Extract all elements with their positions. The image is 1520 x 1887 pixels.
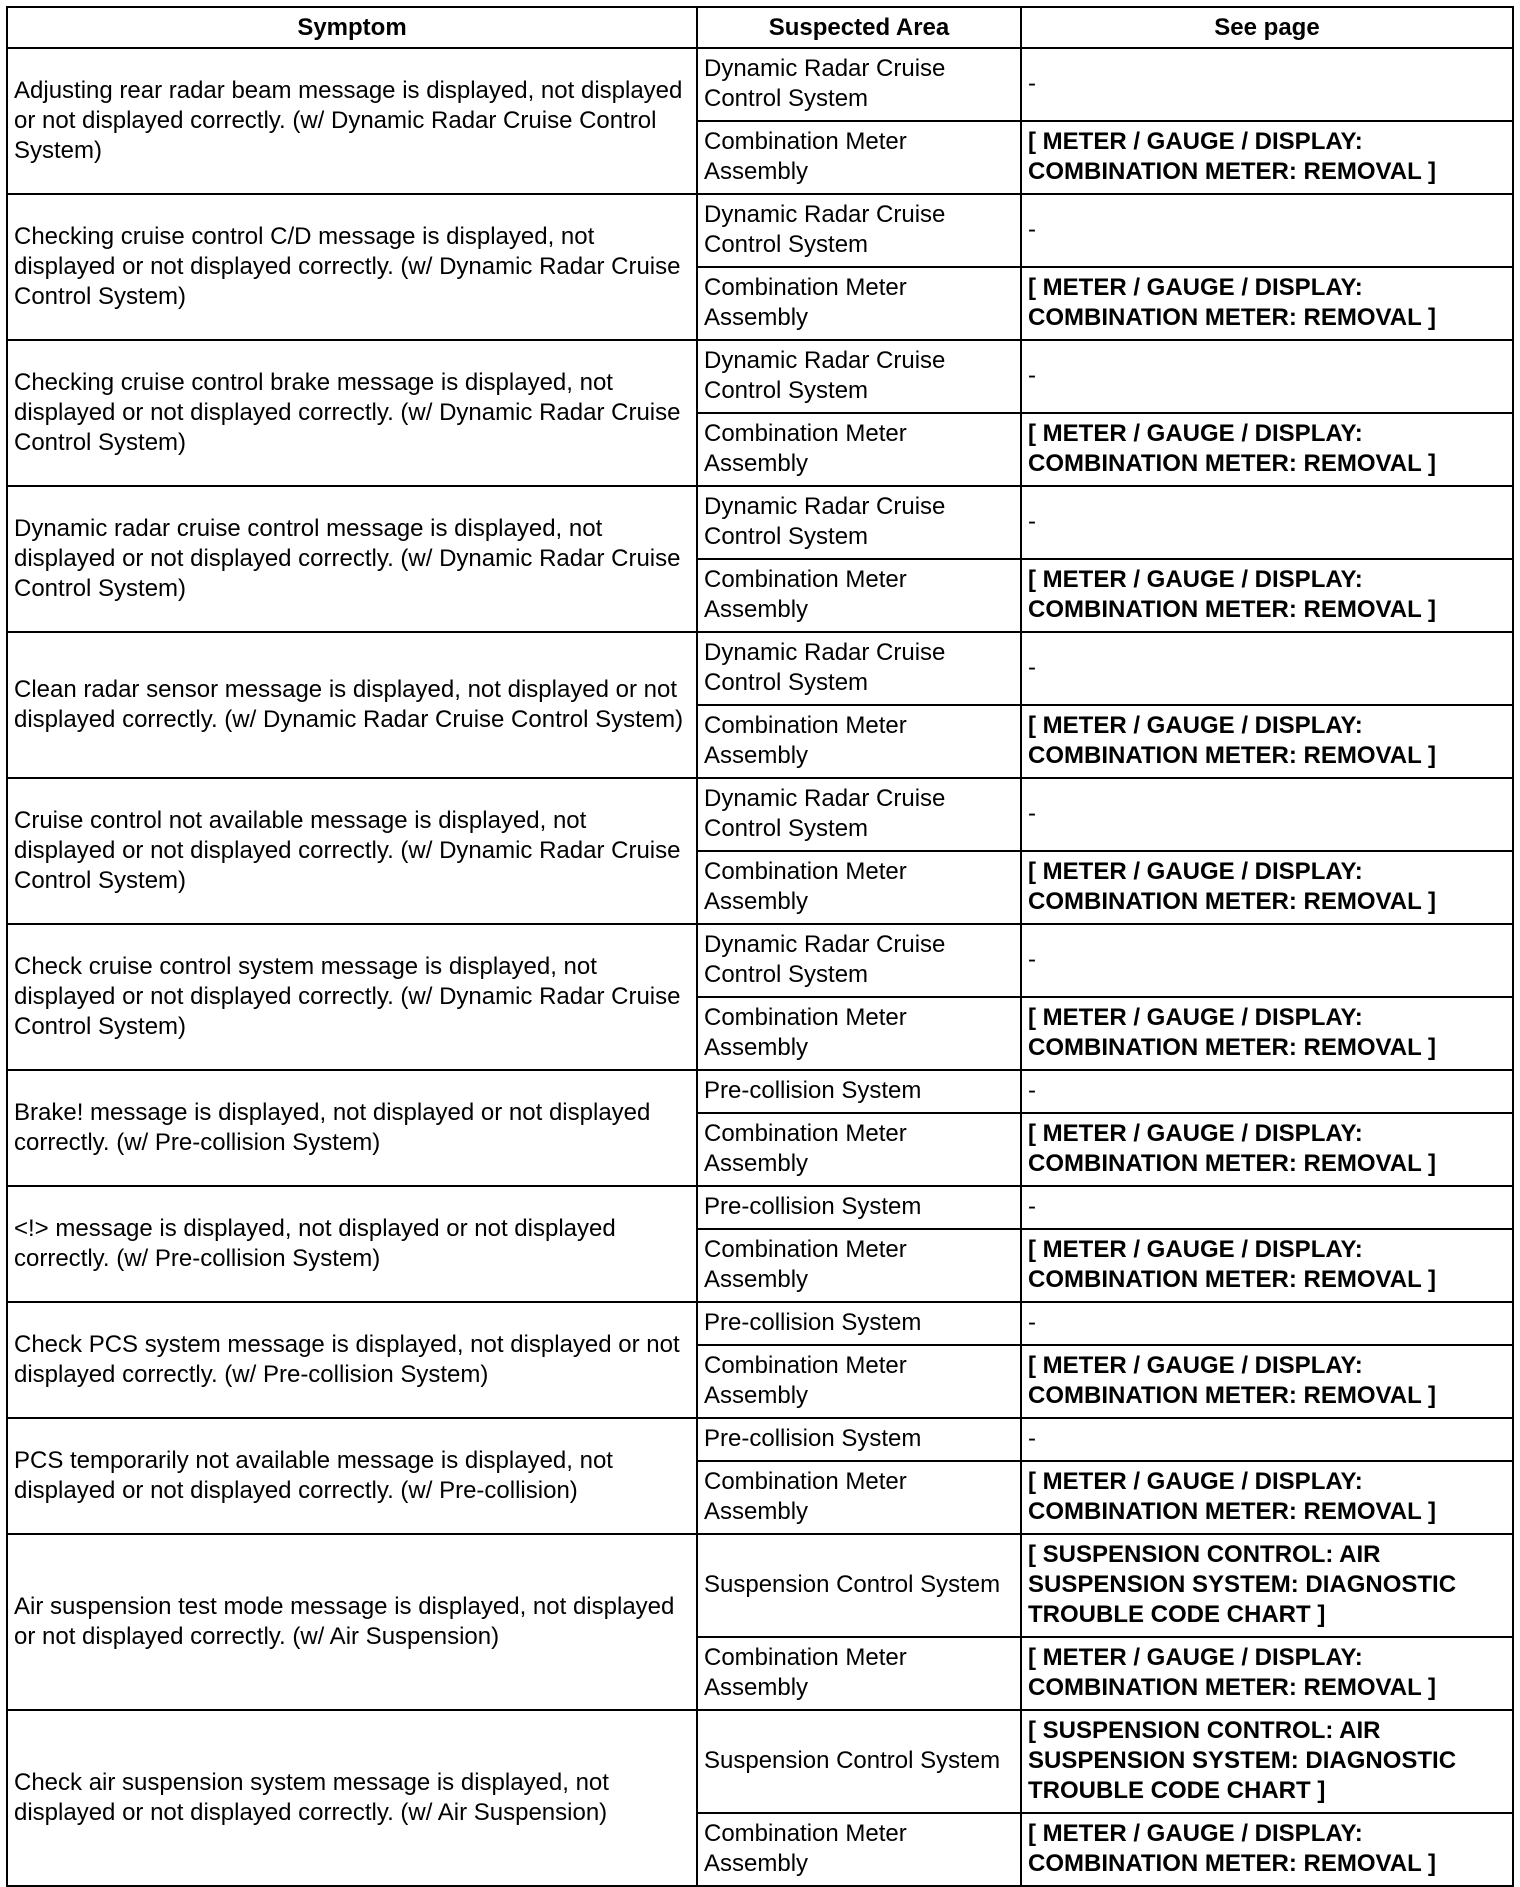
see-page-link[interactable]: [ METER / GAUGE / DISPLAY: COMBINATION METER: REMOVAL ] xyxy=(1021,1229,1513,1302)
see-page-cell: - xyxy=(1021,48,1513,121)
table-row xyxy=(7,632,1513,705)
table-row xyxy=(7,1534,1513,1637)
symptom-cell: PCS temporarily not available message is displayed, not displayed or not displayed correctly. (w/ Pre-collision) xyxy=(7,1418,697,1534)
suspected-area-cell: Dynamic Radar Cruise Control System xyxy=(697,48,1021,121)
header-suspected-area: Suspected Area xyxy=(697,7,1021,48)
see-page-cell: - xyxy=(1021,486,1513,559)
symptom-cell: Check PCS system message is displayed, not displayed or not displayed correctly. (w/ Pre-collision System) xyxy=(7,1302,697,1418)
table-row xyxy=(7,486,1513,559)
table-row xyxy=(7,924,1513,997)
suspected-area-cell: Combination Meter Assembly xyxy=(697,851,1021,924)
symptom-cell: Check air suspension system message is displayed, not displayed or not displayed correctly. (w/ Air Suspension) xyxy=(7,1710,697,1886)
see-page-link[interactable]: [ METER / GAUGE / DISPLAY: COMBINATION METER: REMOVAL ] xyxy=(1021,1113,1513,1186)
see-page-link[interactable]: [ METER / GAUGE / DISPLAY: COMBINATION METER: REMOVAL ] xyxy=(1021,1637,1513,1710)
suspected-area-cell: Combination Meter Assembly xyxy=(697,705,1021,778)
symptom-cell: Adjusting rear radar beam message is displayed, not displayed or not displayed correctly. (w/ Dynamic Radar Cruise Control System) xyxy=(7,48,697,194)
suspected-area-cell: Pre-collision System xyxy=(697,1302,1021,1345)
suspected-area-cell: Dynamic Radar Cruise Control System xyxy=(697,340,1021,413)
suspected-area-cell: Combination Meter Assembly xyxy=(697,559,1021,632)
suspected-area-cell: Combination Meter Assembly xyxy=(697,997,1021,1070)
suspected-area-cell: Combination Meter Assembly xyxy=(697,1345,1021,1418)
suspected-area-cell: Dynamic Radar Cruise Control System xyxy=(697,924,1021,997)
header-see-page: See page xyxy=(1021,7,1513,48)
see-page-link[interactable]: [ METER / GAUGE / DISPLAY: COMBINATION METER: REMOVAL ] xyxy=(1021,851,1513,924)
symptom-cell: <!> message is displayed, not displayed or not displayed correctly. (w/ Pre-collision System) xyxy=(7,1186,697,1302)
suspected-area-cell: Dynamic Radar Cruise Control System xyxy=(697,632,1021,705)
see-page-cell: - xyxy=(1021,1302,1513,1345)
table-header-row xyxy=(7,7,1513,48)
see-page-link[interactable]: [ METER / GAUGE / DISPLAY: COMBINATION METER: REMOVAL ] xyxy=(1021,705,1513,778)
suspected-area-cell: Combination Meter Assembly xyxy=(697,267,1021,340)
see-page-link[interactable]: [ SUSPENSION CONTROL: AIR SUSPENSION SYSTEM: DIAGNOSTIC TROUBLE CODE CHART ] xyxy=(1021,1710,1513,1813)
see-page-cell: - xyxy=(1021,194,1513,267)
table-body xyxy=(7,48,1513,1886)
symptom-cell: Clean radar sensor message is displayed, not displayed or not displayed correctly. (w/ Dynamic Radar Cruise Control System) xyxy=(7,632,697,778)
see-page-cell: - xyxy=(1021,340,1513,413)
symptom-cell: Dynamic radar cruise control message is displayed, not displayed or not displayed correctly. (w/ Dynamic Radar Cruise Control System) xyxy=(7,486,697,632)
suspected-area-cell: Combination Meter Assembly xyxy=(697,1461,1021,1534)
symptom-cell: Check cruise control system message is displayed, not displayed or not displayed correctly. (w/ Dynamic Radar Cruise Control System) xyxy=(7,924,697,1070)
suspected-area-cell: Pre-collision System xyxy=(697,1186,1021,1229)
see-page-link[interactable]: [ METER / GAUGE / DISPLAY: COMBINATION METER: REMOVAL ] xyxy=(1021,121,1513,194)
see-page-cell: - xyxy=(1021,1070,1513,1113)
table-row xyxy=(7,194,1513,267)
symptom-cell: Cruise control not available message is displayed, not displayed or not displayed correctly. (w/ Dynamic Radar Cruise Control System) xyxy=(7,778,697,924)
table-row xyxy=(7,1710,1513,1813)
header-symptom: Symptom xyxy=(7,7,697,48)
table-row xyxy=(7,48,1513,121)
table-row xyxy=(7,1070,1513,1113)
suspected-area-cell: Dynamic Radar Cruise Control System xyxy=(697,486,1021,559)
symptom-cell: Brake! message is displayed, not displayed or not displayed correctly. (w/ Pre-collision System) xyxy=(7,1070,697,1186)
suspected-area-cell: Combination Meter Assembly xyxy=(697,1637,1021,1710)
suspected-area-cell: Dynamic Radar Cruise Control System xyxy=(697,194,1021,267)
suspected-area-cell: Combination Meter Assembly xyxy=(697,1229,1021,1302)
suspected-area-cell: Combination Meter Assembly xyxy=(697,1113,1021,1186)
suspected-area-cell: Suspension Control System xyxy=(697,1710,1021,1813)
see-page-cell: - xyxy=(1021,924,1513,997)
see-page-link[interactable]: [ METER / GAUGE / DISPLAY: COMBINATION METER: REMOVAL ] xyxy=(1021,997,1513,1070)
see-page-link[interactable]: [ METER / GAUGE / DISPLAY: COMBINATION METER: REMOVAL ] xyxy=(1021,1813,1513,1886)
see-page-cell: - xyxy=(1021,632,1513,705)
symptom-cell: Checking cruise control brake message is displayed, not displayed or not displayed correctly. (w/ Dynamic Radar Cruise Control System) xyxy=(7,340,697,486)
see-page-cell: - xyxy=(1021,1418,1513,1461)
see-page-cell: - xyxy=(1021,778,1513,851)
symptom-cell: Checking cruise control C/D message is displayed, not displayed or not displayed correctly. (w/ Dynamic Radar Cruise Control System) xyxy=(7,194,697,340)
suspected-area-cell: Dynamic Radar Cruise Control System xyxy=(697,778,1021,851)
symptom-cell: Air suspension test mode message is displayed, not displayed or not displayed correctly. (w/ Air Suspension) xyxy=(7,1534,697,1710)
suspected-area-cell: Pre-collision System xyxy=(697,1070,1021,1113)
see-page-link[interactable]: [ METER / GAUGE / DISPLAY: COMBINATION METER: REMOVAL ] xyxy=(1021,559,1513,632)
table-row xyxy=(7,1186,1513,1229)
suspected-area-cell: Suspension Control System xyxy=(697,1534,1021,1637)
see-page-link[interactable]: [ METER / GAUGE / DISPLAY: COMBINATION METER: REMOVAL ] xyxy=(1021,413,1513,486)
see-page-link[interactable]: [ SUSPENSION CONTROL: AIR SUSPENSION SYSTEM: DIAGNOSTIC TROUBLE CODE CHART ] xyxy=(1021,1534,1513,1637)
suspected-area-cell: Pre-collision System xyxy=(697,1418,1021,1461)
see-page-link[interactable]: [ METER / GAUGE / DISPLAY: COMBINATION METER: REMOVAL ] xyxy=(1021,1461,1513,1534)
table-row xyxy=(7,1302,1513,1345)
suspected-area-cell: Combination Meter Assembly xyxy=(697,413,1021,486)
see-page-link[interactable]: [ METER / GAUGE / DISPLAY: COMBINATION METER: REMOVAL ] xyxy=(1021,1345,1513,1418)
see-page-cell: - xyxy=(1021,1186,1513,1229)
table-row xyxy=(7,778,1513,851)
see-page-link[interactable]: [ METER / GAUGE / DISPLAY: COMBINATION METER: REMOVAL ] xyxy=(1021,267,1513,340)
suspected-area-cell: Combination Meter Assembly xyxy=(697,1813,1021,1886)
problem-symptoms-table xyxy=(6,6,1514,1887)
table-row xyxy=(7,1418,1513,1461)
suspected-area-cell: Combination Meter Assembly xyxy=(697,121,1021,194)
table-row xyxy=(7,340,1513,413)
